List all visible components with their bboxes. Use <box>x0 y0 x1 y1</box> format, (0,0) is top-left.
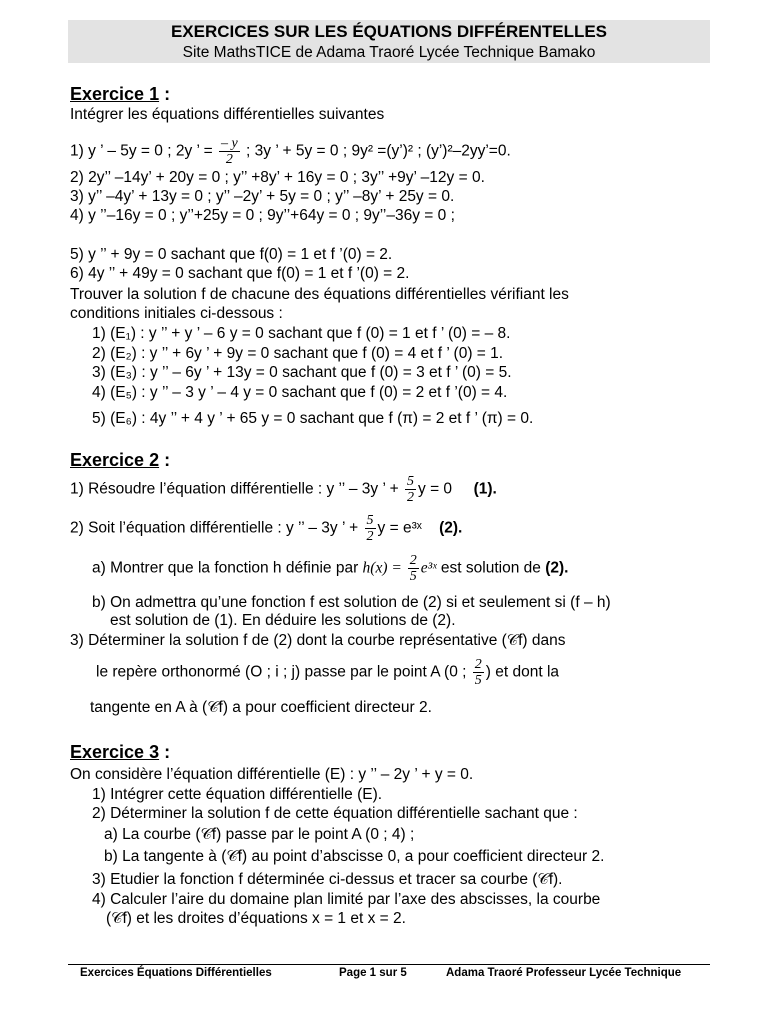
footer-page-number: Page 1 sur 5 <box>339 967 407 979</box>
ex2-q3-2: le repère orthonormé (O ; i ; j) passe par le point A (0 ; $\frac{2}{5}$ ) et dont la <box>96 657 560 688</box>
exercise-3-heading: Exercice 3 : <box>70 742 171 762</box>
ex3-item-2b: b) La tangente à (𝒞f) au point d’abscisse 0, a pour coefficient directeur 2. <box>104 848 605 865</box>
ex3-item-3: 3) Etudier la fonction f déterminée ci-dessus et tracer sa courbe (𝒞f). <box>92 871 563 888</box>
ex3-item-4: 4) Calculer l’aire du domaine plan limité par l’axe des abscisses, la courbe <box>92 891 601 908</box>
ex1-e2: 2) (E₂) : y ’’ + 6y ’ + 9y = 0 sachant que f (0) = 4 et f ’ (0) = 1. <box>92 345 504 362</box>
ex3-item-2a: a) La courbe (𝒞f) passe par le point A (0 ; 4) ; <box>104 826 415 843</box>
ex1-line-1: 1) y ’ – 5y = 0 ; 2y ’ = $\frac{- y}{2}$ ; 3y ’ + 5y = 0 ; 9y² =(y’)² ; (y’)²–2yy’=0. <box>70 136 511 167</box>
footer-divider <box>68 964 710 965</box>
ex1-line-5: 5) y ’’ + 9y = 0 sachant que f(0) = 1 et f ’(0) = 2. <box>70 246 393 263</box>
ex1-line-3: 3) y’’ –4y’ + 13y = 0 ; y’’ –2y’ + 5y = 0 ; y’’ –8y’ + 25y = 0. <box>70 188 455 205</box>
page-title: EXERCICES SUR LES ÉQUATIONS DIFFÉRENTELLES <box>170 22 608 41</box>
ex1-line-4: 4) y ’’–16y = 0 ; y’’+25y = 0 ; 9y’’+64y = 0 ; 9y’’–36y = 0 ; <box>70 207 455 224</box>
ex1-e6: 5) (E₆) : 4y ’’ + 4 y ’ + 65 y = 0 sachant que f (π) = 2 et f ’ (π) = 0. <box>92 410 534 427</box>
ex3-item-4b: (𝒞f) et les droites d’équations x = 1 et x = 2. <box>106 910 406 927</box>
ex1-find-solution: Trouver la solution f de chacune des équations différentielles vérifiant les <box>70 286 569 303</box>
ex2-q3-3: tangente en A à (𝒞f) a pour coefficient directeur 2. <box>90 699 432 716</box>
ex1-line-6: 6) 4y ’’ + 49y = 0 sachant que f(0) = 1 et f ’(0) = 2. <box>70 265 410 282</box>
fraction-5-over-2: $\frac{5}{2}$ <box>366 513 374 544</box>
fraction-minus-y-over-2: $\frac{- y}{2}$ <box>221 136 238 167</box>
ex3-item-2: 2) Déterminer la solution f de cette équation différentielle sachant que : <box>92 805 578 822</box>
page-subtitle: Site MathsTICE de Adama Traoré Lycée Technique Bamako <box>182 44 596 61</box>
ex3-item-1: 1) Intégrer cette équation différentielle (E). <box>92 786 383 803</box>
footer-right: Adama Traoré Professeur Lycée Technique <box>446 967 682 979</box>
fraction-5-over-2: $\frac{5}{2}$ <box>407 474 415 505</box>
ex1-e1: 1) (E₁) : y ’’ + y ’ – 6 y = 0 sachant que f (0) = 1 et f ’ (0) = – 8. <box>92 325 511 342</box>
ex1-line-2: 2) 2y’’ –14y’ + 20y = 0 ; y’’ +8y’ + 16y = 0 ; 3y’’ +9y’ –12y = 0. <box>70 169 485 186</box>
fraction-2-over-5: $\frac{2}{5}$ <box>474 657 482 688</box>
ex3-intro: On considère l’équation différentielle (E) : y ’’ – 2y ’ + y = 0. <box>70 766 474 783</box>
ex2-q3-1: 3) Déterminer la solution f de (2) dont la courbe représentative (𝒞f) dans <box>70 632 566 649</box>
exercise-2-heading: Exercice 2 : <box>70 450 171 470</box>
ex2-qb-2: est solution de (1). En déduire les solutions de (2). <box>110 612 456 629</box>
ex2-q2: 2) Soit l’équation différentielle : y ’’ – 3y ’ + $\frac{5}{2}$ y = e³ˣ (2). <box>70 513 463 544</box>
ex1-e3: 3) (E₃) : y ’’ – 6y ’ + 13y = 0 sachant que f (0) = 3 et f ’ (0) = 5. <box>92 364 512 381</box>
footer-left: Exercices Équations Différentielles <box>80 967 272 979</box>
ex2-qb-1: b) On admettra qu’une fonction f est solution de (2) si et seulement si (f – h) <box>92 594 611 611</box>
ex2-qa: a) Montrer que la fonction h définie par h(x) = $\frac{2}{5}$ e³ˣ est solution de (2). <box>92 553 569 584</box>
fraction-2-over-5: $\frac{2}{5}$ <box>409 553 417 584</box>
ex2-q1: 1) Résoudre l’équation différentielle : y ’’ – 3y ’ + $\frac{5}{2}$ y = 0 (1). <box>70 474 497 505</box>
ex1-intro: Intégrer les équations différentielles suivantes <box>70 106 385 123</box>
header-band <box>68 20 710 63</box>
ex1-e5: 4) (E₅) : y ’’ – 3 y ’ – 4 y = 0 sachant que f (0) = 2 et f ’(0) = 4. <box>92 384 508 401</box>
ex1-initial-conditions: conditions initiales ci-dessous : <box>70 305 283 322</box>
exercise-1-heading: Exercice 1 : <box>70 84 171 104</box>
